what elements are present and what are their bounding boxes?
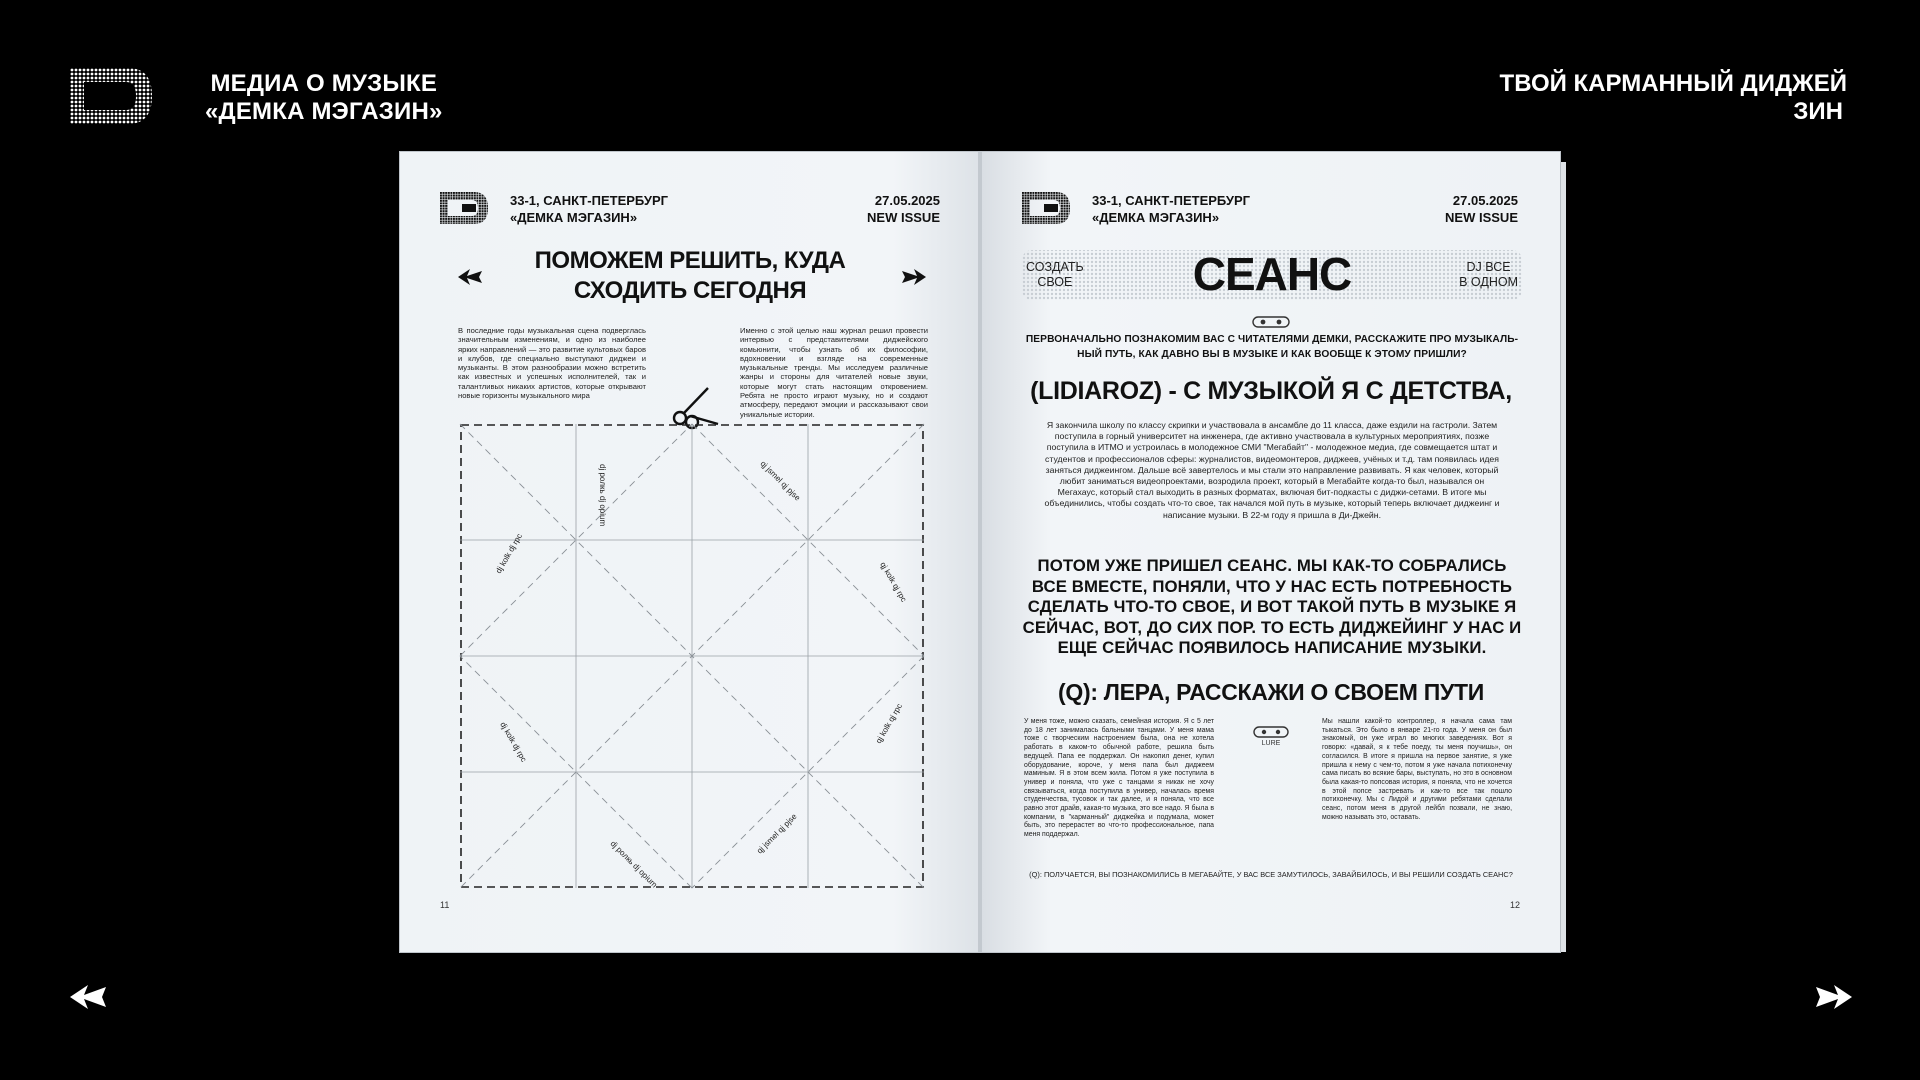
tagline (1500, 70, 1847, 126)
page-left (400, 152, 980, 952)
side-right-line-1: DJ ВСЕ (1466, 260, 1511, 274)
right-issue: NEW ISSUE (1445, 210, 1518, 225)
left-column-2: Именно с этой целью наш журнал решил провести интервью с представителями диджейского комьюнити, чтобы узнать об их философии, вдохновении и взгляде на современные музыкальные тренды. Мы исследуем различные жанры и стороны для читателей новые звуки, которые могут стать настоящим откровением. Ребята не просто играют музыку, но и создают атмосферу, передают эмоции и рассказывают свои уникальные истории. (740, 326, 928, 419)
lure-badge (1245, 726, 1297, 747)
interview-question-3: (Q): ПОЛУЧАЕТСЯ, ВЫ ПОЗНАКОМИЛИСЬ В МЕГАБАЙТЕ, У ВАС ВСЕ ЗАМУТИЛОСЬ, ЗАВАЙБИЛОСЬ, И ВЫ РЕШИЛИ СОЗДАТЬ СЕАНС? (1029, 870, 1513, 879)
prev-arrow-icon[interactable] (70, 983, 110, 1011)
brand-line-1: МЕДИА О МУЗЫКЕ (210, 70, 438, 97)
left-page-next-arrow-icon (900, 268, 926, 286)
left-title-line-1: ПОМОЖЕМ РЕШИТЬ, КУДА (534, 247, 846, 274)
side-label-left (1026, 260, 1084, 290)
right-header-date (1445, 192, 1518, 226)
magazine-spread (400, 152, 1560, 952)
left-date: 27.05.2025 (874, 193, 940, 208)
side-right-line-2: В ОДНОМ (1459, 275, 1518, 289)
cut-label-1: dj poлкь dj opium (598, 464, 607, 527)
right-header-address (1092, 192, 1250, 226)
left-header-address (510, 192, 668, 226)
lure-cassette-icon (1253, 726, 1289, 738)
left-page-number: 11 (440, 900, 450, 910)
cut-label-6: qj kolk qj rpc (873, 701, 904, 745)
left-address-line-1: 33-1, САНКТ-ПЕТЕРБУРГ (510, 193, 669, 208)
side-label-right (1459, 260, 1518, 290)
right-date: 27.05.2025 (1452, 193, 1518, 208)
interview-question-2: (Q): ЛЕРА, РАССКАЖИ О СВОЕМ ПУТИ (1058, 679, 1484, 705)
right-column-2: Мы нашли какой-то контроллер, я начала сама там тыкаться. Это было в январе 21-го года. У меня он был знакомый, он уже играл во многих заведениях. Вот я говорю: «давай, я к тебе поеду, ты меня поучишь», он согласился. В итоге я пришла на первое занятие, я уже пришла к нему с чем-то, потом я уже начала потихонечку сама писать во всякие бары, выступать, но это в основном была какая-то попсовая история, я поняла, что не хочется в этой попсе застревать и как-то все так пошло потихонечку. Мы с Лидой и другими ребятами сделали сеанс, потом меня в другой лейбл позвали, не знаю, можно называть это, оставать. (1322, 718, 1512, 821)
cut-label-8: qj jsmel qj pjse (755, 811, 799, 856)
interview-question-1 (1022, 332, 1522, 362)
cut-label-5: dj kolk dj rpc (498, 720, 529, 764)
side-left-line-2: СВОЕ (1037, 275, 1073, 289)
left-title-line-2: СХОДИТЬ СЕГОДНЯ (573, 277, 807, 304)
right-address-line-2: «ДЕМКА МЭГАЗИН» (1092, 210, 1220, 225)
left-page-prev-arrow-icon (458, 268, 484, 286)
cutout-fortune-teller (460, 424, 924, 888)
left-column-1: В последние годы музыкальная сцена подверглась значительным изменениям, и одно из наиболее ярких направлений — это развитие культовых баров и клубов, где специально выступают диджеи и музыканты. В этом разнообразии можно встретить как известных и успешных исполнителей, так и талантливых никаких артистов, которые открывают новые горизонты музыкального мира (458, 326, 646, 401)
left-address-line-2: «ДЕМКА МЭГАЗИН» (510, 210, 638, 225)
pull-quote: ПОТОМ УЖЕ ПРИШЕЛ СЕАНС. МЫ КАК-ТО СОБРАЛИСЬ ВСЕ ВМЕСТЕ, ПОНЯЛИ, ЧТО У НАС ЕСТЬ ПОТРЕБНОСТЬ СДЕЛАТЬ ЧТО-ТО СВОЕ, И ВОТ ТАКОЙ ПУТЬ В МУЗЫКЕ Я СЕЙЧАС, ВОТ, ДО СИХ ПОР. ТО ЕСТЬ ДИДЖЕЙИНГ У НАС И ЕЩЕ СЕЙЧАС ПОЯВИЛОСЬ НАПИСАНИЕ МУЗЫКИ. (1022, 556, 1522, 658)
side-left-line-1: СОЗДАТЬ (1026, 260, 1084, 274)
cut-label-7: dj poлкь dj opium (608, 839, 659, 890)
question-line-1: ПЕРВОНАЧАЛЬНО ПОЗНАКОМИМ ВАС С ЧИТАТЕЛЯМИ ДЕМКИ, РАССКАЖИТЕ ПРО МУЗЫКАЛЬ- (1025, 334, 1519, 345)
cut-label-2: qj jsmel qj pjse (758, 459, 803, 503)
tagline-line-2: ЗИН (1793, 98, 1843, 125)
mini-logo-icon (440, 192, 488, 224)
page-right (982, 152, 1560, 952)
answer-heading: (LIDIAROZ) - С МУЗЫКОЙ Я С ДЕТСТВА, (1030, 377, 1512, 405)
lure-label: LURE (1261, 740, 1281, 747)
question-line-2: НЫЙ ПУТЬ, КАК ДАВНО ВЫ В МУЗЫКЕ И КАК ВООБЩЕ К ЭТОМУ ПРИШЛИ? (1077, 349, 1467, 360)
right-address-line-1: 33-1, САНКТ-ПЕТЕРБУРГ (1092, 193, 1251, 208)
cut-label-3: dj kolk dj rpc (493, 531, 524, 575)
mini-logo-icon (1022, 192, 1070, 224)
page-stack-edge (1560, 162, 1566, 952)
right-column-1: У меня тоже, можно сказать, семейная история. Я с 5 лет до 18 лет занималась бальными танцами. У меня мама тоже с творческим настроением была, она не хотела работать в каком-то обычной работе, решила быть ведущей. Папа ее поддержал. Он накопил денег, купил оборудование, короче, у меня папа был диджеем маминым. Я в этом всем жила. Потом я уже поступила в универ и поняла, что уже с танцами я никак не хочу связываться, когда поступила в универ, началась время студенчества, тусовок и так далее, и я поняла, что все равно этот драйв, какая-то музыка, это все надо. Я была в компании, в "карманный" диджейка и подумала, может быть, это перерастет во что-то профессиональное, папа меня поддержал. (1024, 718, 1214, 839)
demka-logo-icon (70, 68, 152, 124)
right-page-title: СЕАНС (1192, 248, 1352, 300)
cut-label-4: qj kolk qj rpc (878, 560, 909, 604)
cassette-icon (1247, 316, 1295, 328)
tagline-line-1: ТВОЙ КАРМАННЫЙ ДИДЖЕЙ (1499, 70, 1847, 97)
left-issue: NEW ISSUE (867, 210, 940, 225)
left-header-date (867, 192, 940, 226)
next-arrow-icon[interactable] (1812, 983, 1852, 1011)
brand-line-2: «ДЕМКА МЭГАЗИН» (205, 98, 443, 125)
answer-body: Я закончила школу по классу скрипки и участвовала в ансамбле до 11 класса, даже ездили на гастроли. Затем поступила в горный университет на инженера, где активно участвовала в культурных мероприятиях, позже поступила в ИТМО и устроилась в молодежное СМИ "Мегабайт" - молодежное медиа, где совмещается штат и студентов и профессионалов сферы: журналистов, видеомонтеров, диджеев, учёных и т.д. там появилась идея заняться диджеингом. Дальше всё завертелось и мы стали это направление развивать. Я как человек, который любит заниматься видеопроектами, возродила проект, который в Мегабайте когда-то был, назывался он Мегахаус, который стал выходить в разных форматах, включая бит-подкасты с диджи-сетами. В итоге мы объединились, чтобы создать что-то свое, так начался мой путь в музыке, который теперь включает диджеинг и написание музыки. В 22-м году я пришла в Ди-Джейн. (1044, 420, 1500, 520)
brand-title (205, 70, 443, 126)
left-page-title (510, 246, 870, 306)
right-page-number: 12 (1509, 900, 1520, 910)
